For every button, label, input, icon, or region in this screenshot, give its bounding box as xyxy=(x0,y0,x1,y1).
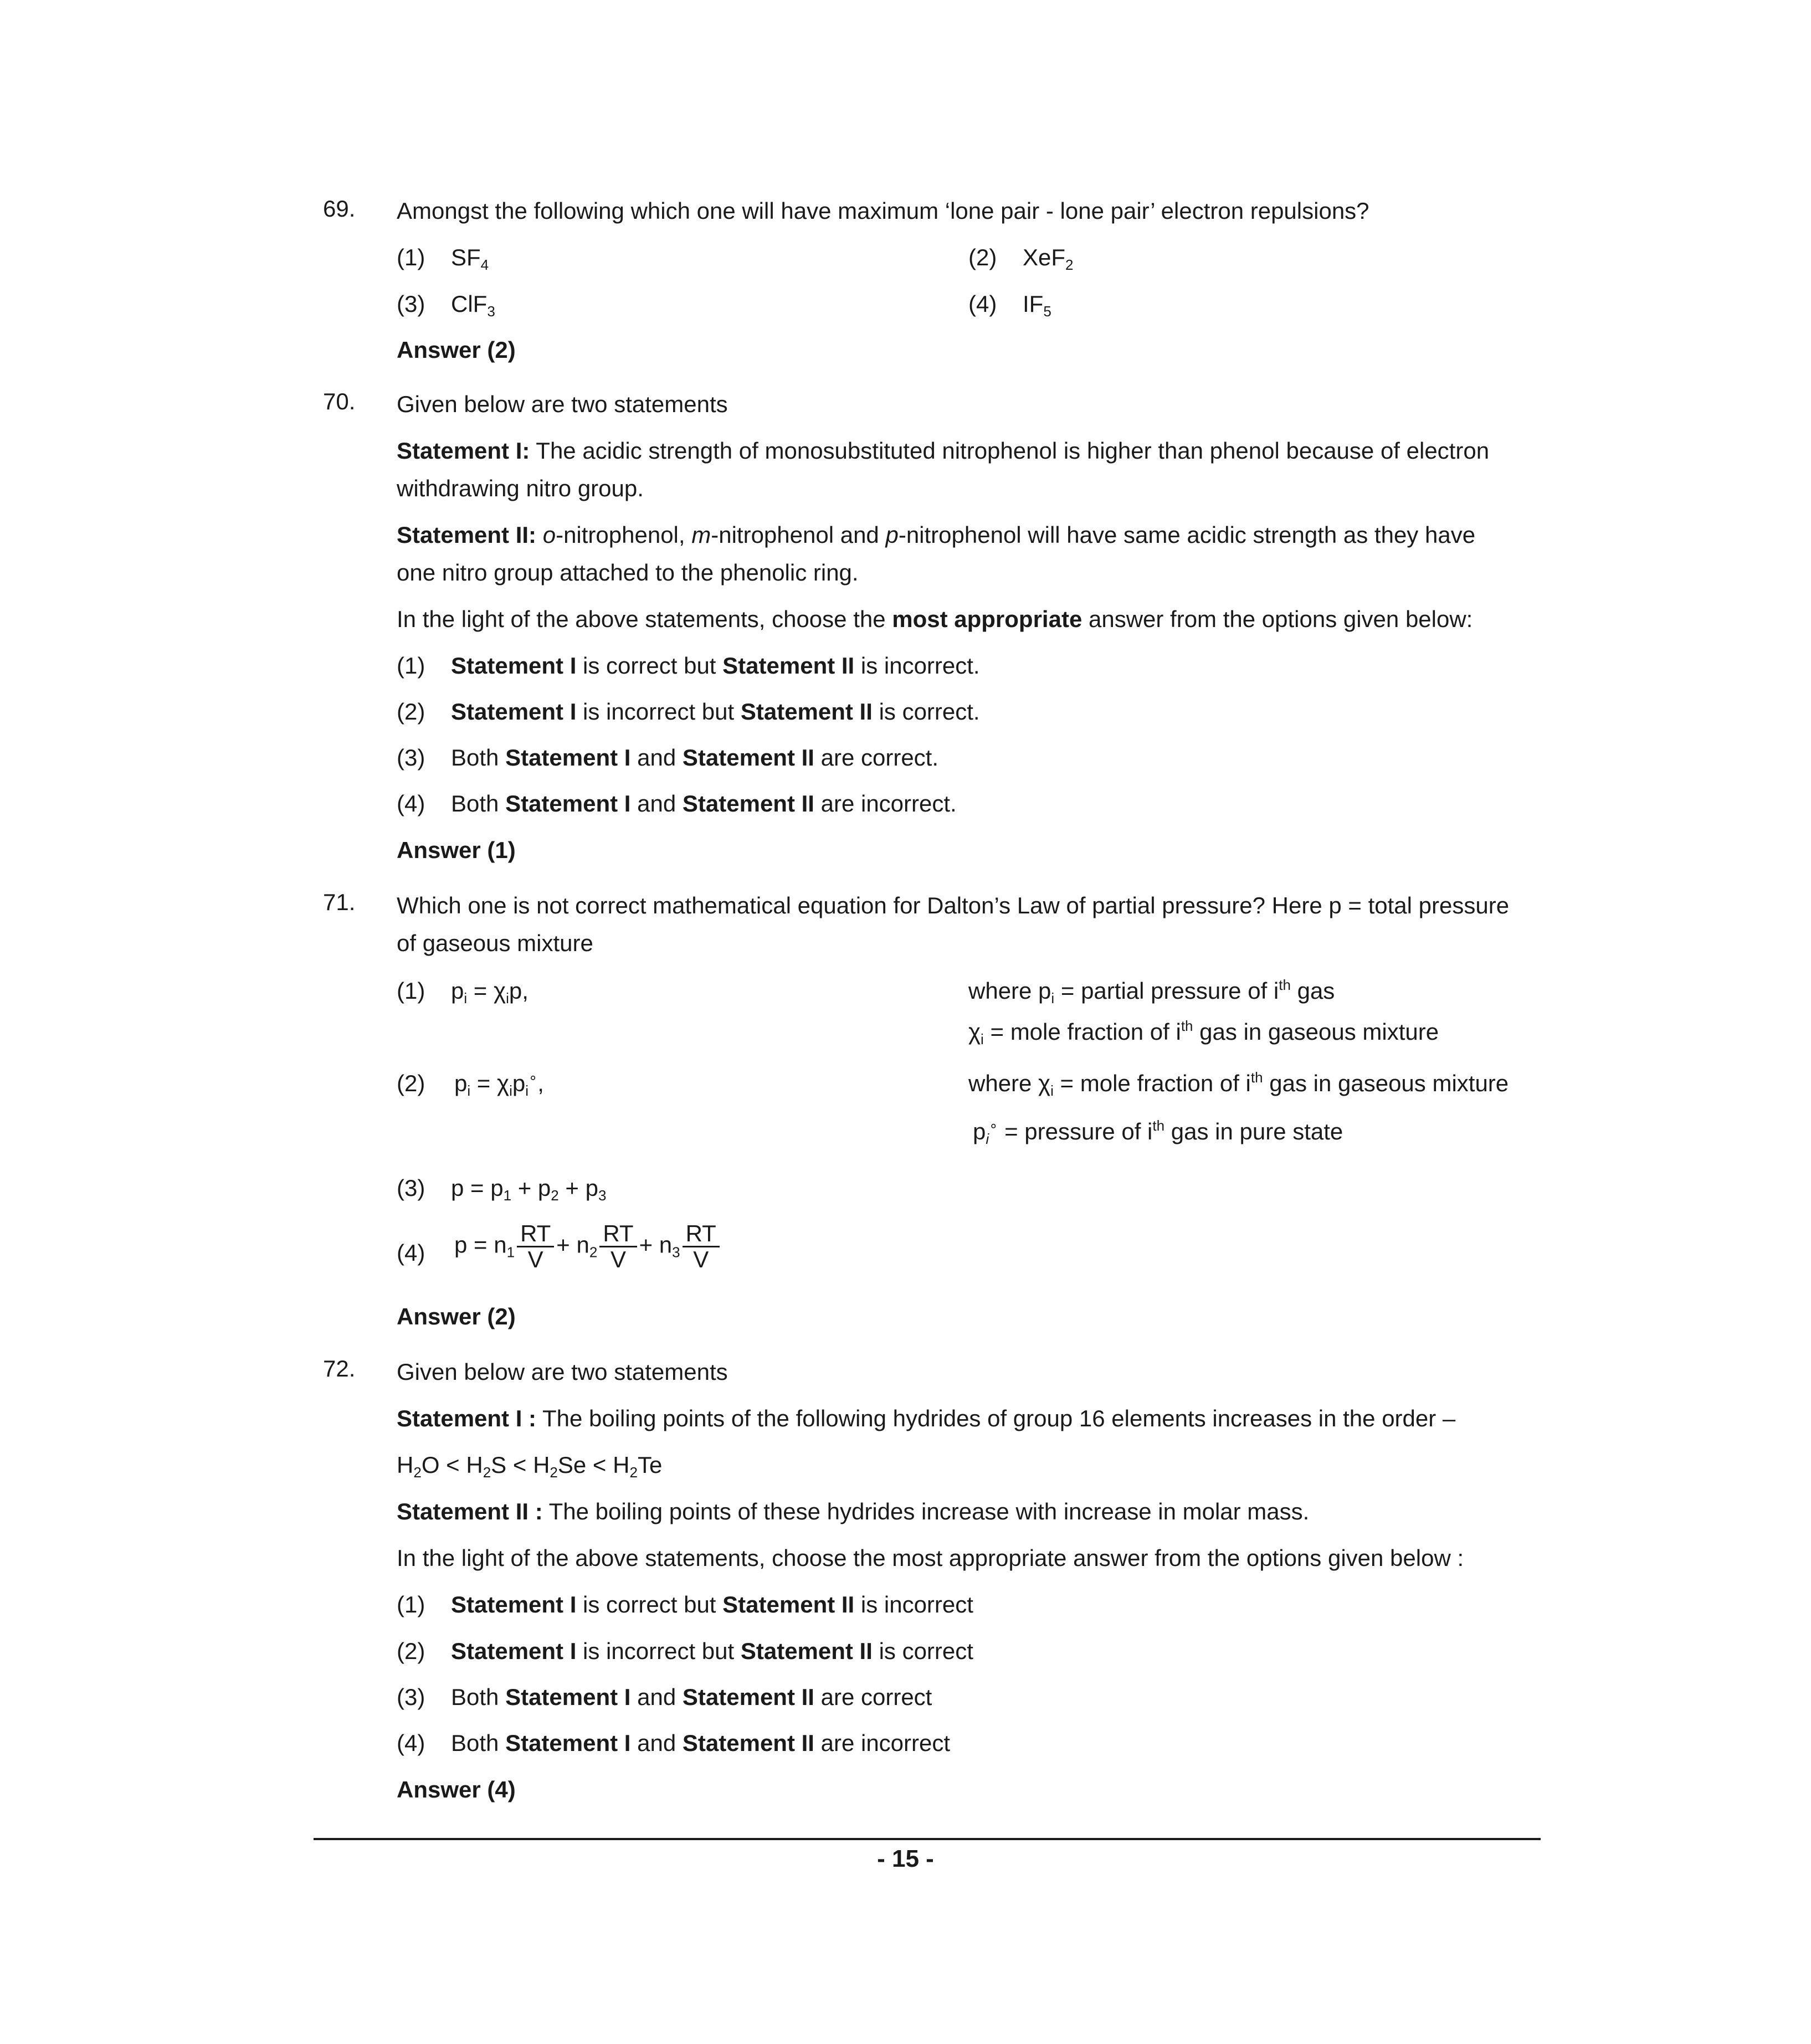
fraction: $\frac{RT}{V}$ xyxy=(517,1221,554,1272)
answer: Answer (2) xyxy=(397,337,516,363)
option-where-line-2: $p_i^\circ$ = pressure of $i^{th}$ gas in pure state xyxy=(973,1117,1343,1147)
option-label: (2) xyxy=(397,1638,425,1664)
option-label: (1) xyxy=(397,978,425,1004)
question-number: 70. xyxy=(323,388,356,414)
option-label: (3) xyxy=(397,291,425,317)
question-number: 69. xyxy=(323,196,356,222)
question-number: 72. xyxy=(323,1355,356,1382)
instruction: In the light of the above statements, choose the most appropriate answer from the options given below : xyxy=(397,1545,1464,1571)
option-label: (2) xyxy=(968,244,997,270)
option-label: (1) xyxy=(397,653,425,679)
option-equation: $p = n_1$ $\frac{RT}{V}$ + $n_2$ $\frac{RT}{V}$ + $n_3$ $\frac{RT}{V}$ xyxy=(454,1221,722,1272)
option-label: (4) xyxy=(397,790,425,816)
hydride-order: $H_2O < H_2S < H_2Se < H_2Te$ xyxy=(397,1452,663,1481)
instruction: In the light of the above statements, choose the most appropriate answer from the options given below: xyxy=(397,606,1473,632)
option-label: (4) xyxy=(397,1240,425,1266)
option-equation: $p_i = \chi_ip_i^\circ$, xyxy=(454,1069,544,1099)
option-text: Both Statement I and Statement II are incorrect. xyxy=(451,790,957,816)
question-text-line-2: of gaseous mixture xyxy=(397,930,593,956)
statement-1: Statement I : The boiling points of the following hydrides of group 16 elements increases in the order – xyxy=(397,1405,1456,1431)
answer: Answer (4) xyxy=(397,1776,516,1802)
option-where-line-2: $\chi_i$ = mole fraction of $i^{th}$ gas in gaseous mixture xyxy=(968,1018,1439,1047)
option-text: Both Statement I and Statement II are incorrect xyxy=(451,1730,951,1756)
option-label: (3) xyxy=(397,1175,425,1201)
option-label: (3) xyxy=(397,1684,425,1710)
question-intro: Given below are two statements xyxy=(397,1359,728,1385)
answer: Answer (2) xyxy=(397,1303,516,1329)
option-where-line-1: where $p_i$ = partial pressure of $i^{th}$ gas xyxy=(968,977,1335,1006)
fraction: $\frac{RT}{V}$ xyxy=(683,1221,720,1272)
option-text: Statement I is incorrect but Statement II is correct xyxy=(451,1638,973,1664)
option-text: Both Statement I and Statement II are correct xyxy=(451,1684,932,1710)
option-equation: $p = p_1 + p_2 + p_3$ xyxy=(451,1175,607,1204)
option-text: $SF_4$ xyxy=(451,244,489,273)
page-number: - 15 - xyxy=(877,1845,934,1872)
question-number: 71. xyxy=(323,889,356,915)
option-text: $IF_5$ xyxy=(1023,291,1051,320)
footer-divider xyxy=(314,1838,1541,1840)
option-text: Statement I is correct but Statement II is incorrect xyxy=(451,1591,973,1617)
option-text: Both Statement I and Statement II are correct. xyxy=(451,744,939,771)
fraction: $\frac{RT}{V}$ xyxy=(599,1221,637,1272)
option-where-line-1: where $\chi_i$ = mole fraction of $i^{th}$ gas in gaseous mixture xyxy=(968,1069,1509,1099)
option-label: (2) xyxy=(397,699,425,725)
statement-1-line-2: withdrawing nitro group. xyxy=(397,475,644,501)
option-text: XeF$_2$ xyxy=(1023,244,1074,273)
statement-2-line-2: one nitro group attached to the phenolic ring. xyxy=(397,559,859,586)
option-equation: $p_i = \chi_ip$, xyxy=(451,978,529,1006)
option-label: (3) xyxy=(397,744,425,771)
option-label: (2) xyxy=(397,1070,425,1096)
answer: Answer (1) xyxy=(397,837,516,863)
question-text: Amongst the following which one will have maximum ‘lone pair - lone pair’ electron repulsions? xyxy=(397,198,1369,224)
option-text: ClF$_3$ xyxy=(451,291,495,320)
option-label: (1) xyxy=(397,1591,425,1617)
question-intro: Given below are two statements xyxy=(397,391,728,417)
option-label: (4) xyxy=(968,291,997,317)
statement-2-line-1: Statement II: o-nitrophenol, m-nitrophenol and p-nitrophenol will have same acidic strength as they have xyxy=(397,522,1476,548)
option-text: Statement I is correct but Statement II is incorrect. xyxy=(451,653,980,679)
option-label: (1) xyxy=(397,244,425,270)
statement-2: Statement II : The boiling points of these hydrides increase with increase in molar mass. xyxy=(397,1498,1310,1524)
statement-1-line-1: Statement I: The acidic strength of monosubstituted nitrophenol is higher than phenol because of electron xyxy=(397,438,1490,464)
option-text: Statement I is incorrect but Statement II is correct. xyxy=(451,699,980,725)
option-label: (4) xyxy=(397,1730,425,1756)
question-text-line-1: Which one is not correct mathematical equation for Dalton’s Law of partial pressure? Here p = total pressure xyxy=(397,892,1510,918)
